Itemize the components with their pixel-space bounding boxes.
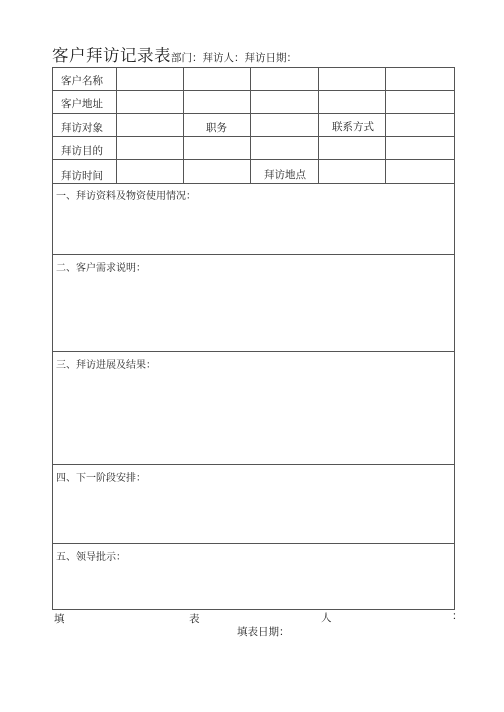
table-row-divider (52, 113, 455, 114)
label-position: 职务 (206, 122, 227, 134)
info-table (52, 67, 455, 184)
label-customer-address: 客户地址 (61, 98, 103, 110)
table-border-top (52, 67, 455, 68)
section-label: 四、下一阶段安排： (56, 473, 146, 484)
table-border-right (454, 67, 455, 184)
label-visit-purpose: 拜访目的 (61, 145, 103, 157)
table-col-divider (385, 67, 386, 184)
label-visit-target: 拜访对象 (61, 122, 103, 134)
section-leader-comments (52, 544, 455, 610)
section-next-steps (52, 465, 455, 544)
table-col-divider (250, 67, 251, 184)
label-visit-place: 拜访地点 (264, 169, 306, 181)
header-meta-fields: 部门：拜访人：拜访日期： (171, 52, 297, 64)
table-col-divider (116, 67, 117, 184)
footer-fill-person-char: ： (452, 610, 463, 622)
document-title: 客户拜访记录表 (52, 46, 171, 65)
document-title-line (52, 42, 297, 66)
table-border-left (52, 67, 53, 184)
label-customer-name: 客户名称 (61, 75, 103, 87)
footer-fill-date: 填表日期： (237, 626, 290, 638)
section-label: 五、领导批示： (56, 552, 126, 563)
table-row-divider (52, 136, 455, 137)
section-label: 三、拜访进展及结果： (56, 360, 156, 371)
footer-fill-person-char: 表 (189, 613, 200, 625)
section-label: 一、拜访资料及物资使用情况： (56, 191, 196, 202)
label-contact: 联系方式 (332, 121, 374, 133)
section-customer-needs (52, 255, 455, 352)
section-label: 二、客户需求说明： (56, 263, 146, 274)
section-materials-usage (52, 183, 455, 255)
label-visit-time: 拜访时间 (61, 170, 103, 182)
table-row-divider (52, 90, 455, 91)
table-col-divider (183, 67, 184, 184)
table-row-divider (52, 159, 455, 160)
footer-fill-person-char: 人 (321, 612, 332, 624)
table-col-divider (318, 67, 319, 184)
footer-fill-person-char: 填 (54, 613, 65, 625)
section-progress-results (52, 352, 455, 465)
